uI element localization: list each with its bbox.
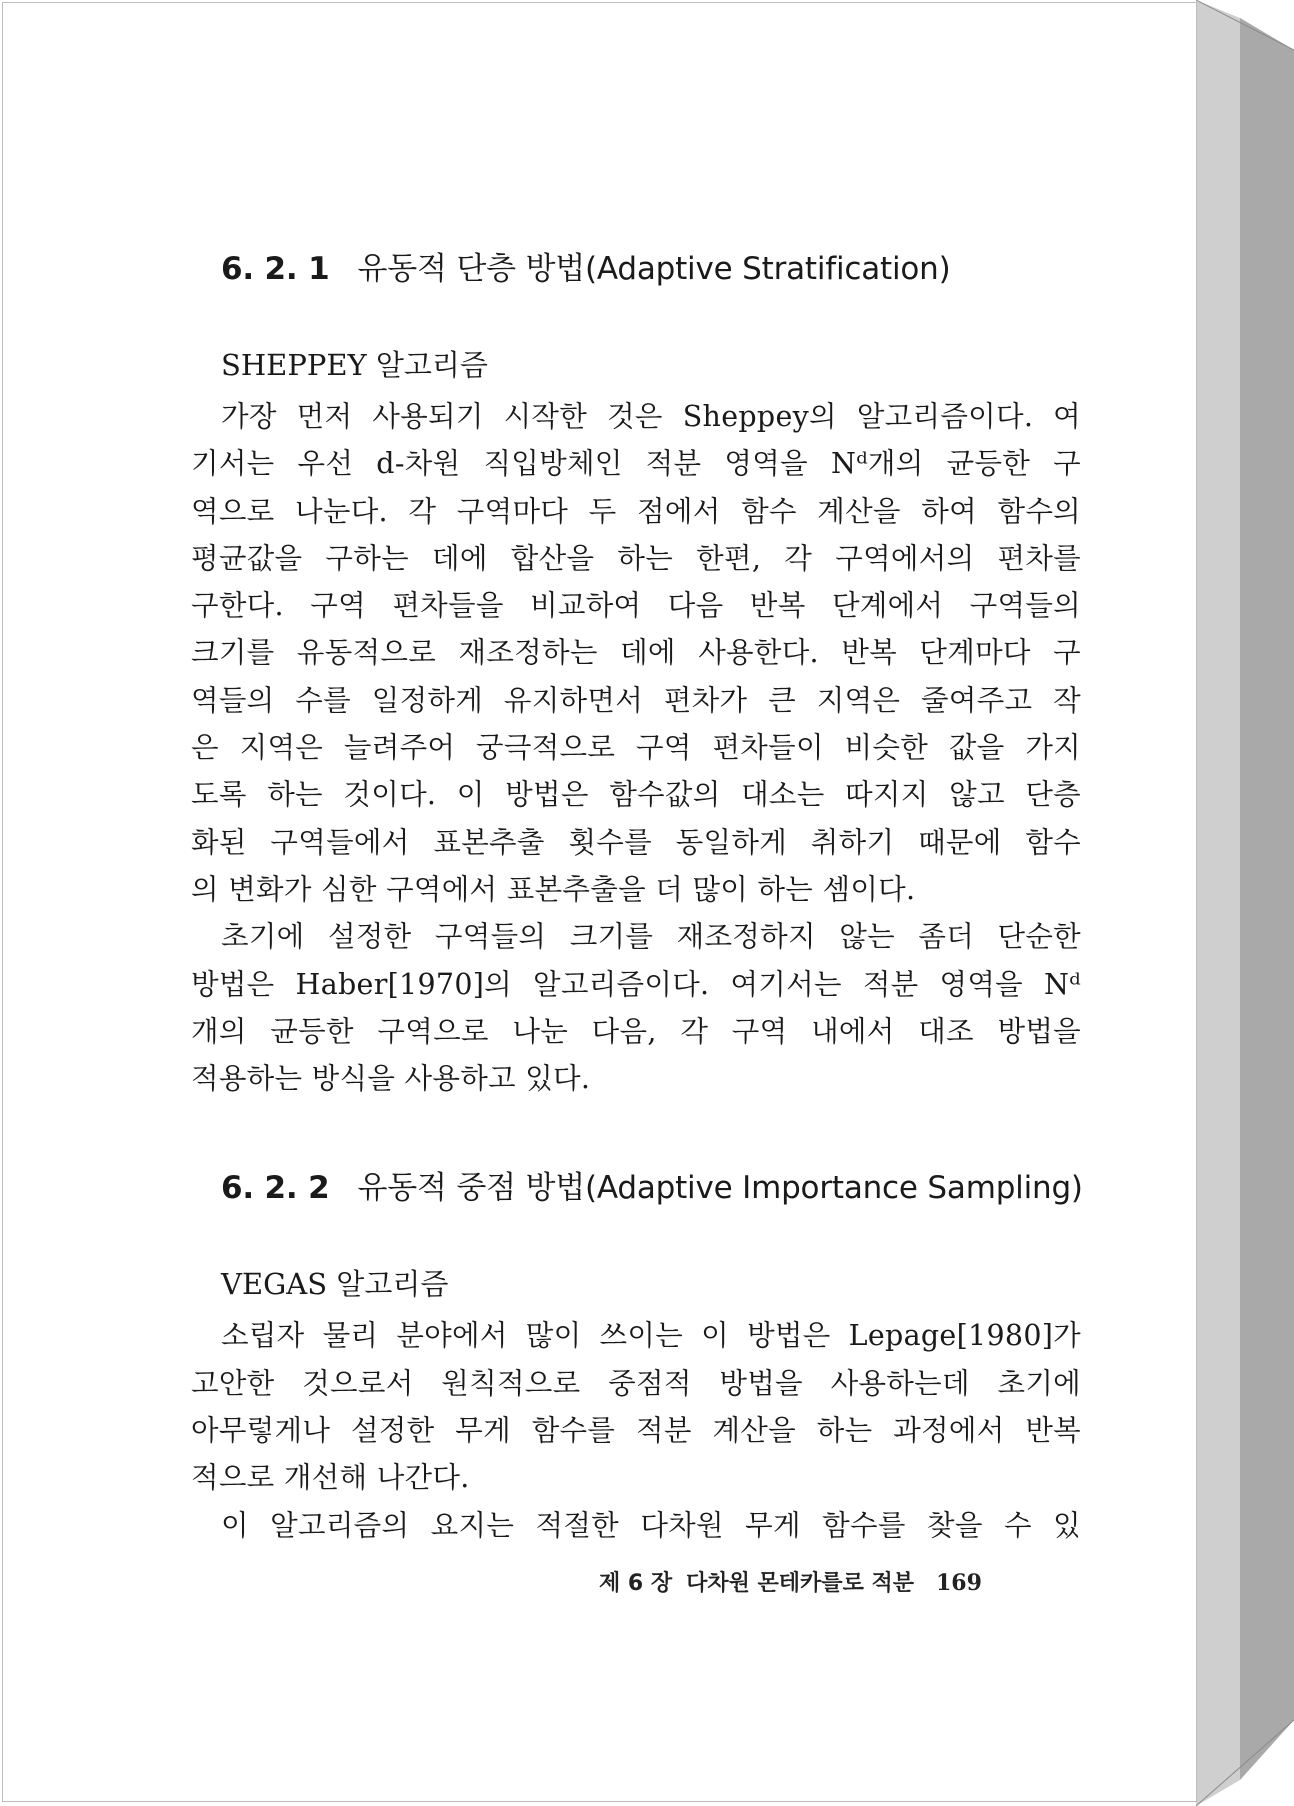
page-stack-edge [1196, 0, 1294, 1806]
text-line: 아무렇게나 설정한 무게 함수를 적분 계산을 하는 과정에서 반복 [191, 1414, 1081, 1448]
paragraph-sheppey-1 [191, 393, 1081, 913]
text-line: 적으로 개선해 나간다. [191, 1461, 470, 1495]
paragraph-sheppey-2 [191, 913, 1081, 1102]
section-title: 유동적 단층 방법(Adaptive Stratification) [357, 251, 951, 287]
paragraph-vegas-1 [191, 1312, 1081, 1501]
running-footer [599, 1566, 996, 1597]
footer-chapter-title: 다차원 몬테카를로 적분 [686, 1571, 914, 1596]
text-line: 의 변화가 심한 구역에서 표본추출을 더 많이 하는 셈이다. [191, 872, 916, 906]
text-line: 평균값을 구하는 데에 합산을 하는 한편, 각 구역에서의 편차를 [191, 541, 1081, 575]
text-line: 화된 구역들에서 표본추출 횟수를 동일하게 취하기 때문에 함수 [191, 825, 1081, 859]
subheading-sheppey: SHEPPEY 알고리즘 [221, 348, 488, 382]
text-line: 이 알고리즘의 요지는 적절한 다차원 무게 함수를 찾을 수 있 [221, 1508, 1081, 1542]
text-line: 구한다. 구역 편차들을 비교하여 다음 반복 단계에서 구역들의 [191, 589, 1081, 623]
text-line: 은 지역은 늘려주어 궁극적으로 구역 편차들이 비슷한 값을 가지 [191, 731, 1081, 765]
text-line: 크기를 유동적으로 재조정하는 데에 사용한다. 반복 단계마다 구 [191, 636, 1081, 670]
page-content [191, 247, 1081, 1549]
section-number: 6. 2. 2 [221, 1170, 330, 1207]
section-title: 유동적 중점 방법(Adaptive Importance Sampling) [357, 1170, 1083, 1207]
section-number: 6. 2. 1 [221, 251, 330, 287]
text-line: 역들의 수를 일정하게 유지하면서 편차가 큰 지역은 줄여주고 작 [191, 683, 1081, 717]
text-line: 역으로 나눈다. 각 구역마다 두 점에서 함수 계산을 하여 함수의 [191, 494, 1081, 528]
book-page [2, 2, 1197, 1802]
paragraph-vegas-2 [191, 1502, 1081, 1549]
section-heading-6-2-1 [221, 247, 1081, 291]
text-line: 방법은 Haber[1970]의 알고리즘이다. 여기서는 적분 영역을 Nᵈ [191, 967, 1081, 1001]
text-line: 적용하는 방식을 사용하고 있다. [191, 1062, 591, 1096]
subheading-vegas: VEGAS 알고리즘 [221, 1267, 449, 1302]
page-number: 169 [935, 1570, 982, 1596]
text-line: 도록 하는 것이다. 이 방법은 함수값의 대소는 따지지 않고 단층 [191, 778, 1081, 812]
text-line: 기서는 우선 d-차원 직입방체인 적분 영역을 Nᵈ개의 균등한 구 [191, 447, 1081, 481]
text-line: 소립자 물리 분야에서 많이 쓰이는 이 방법은 Lepage[1980]가 [221, 1319, 1081, 1353]
text-line: 개의 균등한 구역으로 나눈 다음, 각 구역 내에서 대조 방법을 [191, 1014, 1081, 1048]
section-heading-6-2-2 [221, 1166, 1081, 1210]
text-line: 가장 먼저 사용되기 시작한 것은 Sheppey의 알고리즘이다. 여 [221, 400, 1081, 433]
text-line: 고안한 것으로서 원칙적으로 중점적 방법을 사용하는데 초기에 [191, 1366, 1081, 1400]
footer-chapter: 제 6 장 [599, 1571, 673, 1596]
text-line: 초기에 설정한 구역들의 크기를 재조정하지 않는 좀더 단순한 [221, 920, 1081, 954]
